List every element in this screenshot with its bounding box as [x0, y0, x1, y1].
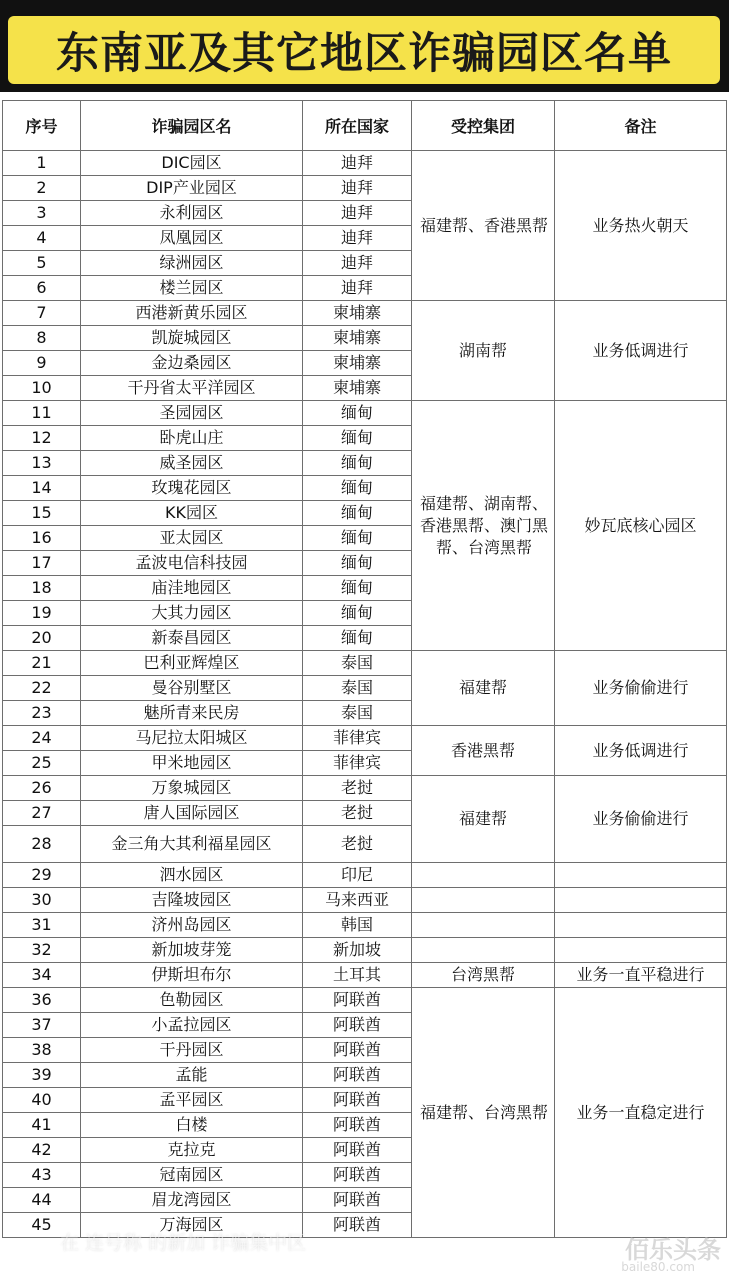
- table-row: [3, 913, 727, 938]
- header-group: 受控集团: [412, 101, 555, 151]
- row-index: 23: [3, 701, 81, 726]
- controlling-group: 香港黑帮: [412, 726, 555, 776]
- park-name: 眉龙湾园区: [81, 1188, 303, 1213]
- row-index: 18: [3, 576, 81, 601]
- country: 泰国: [303, 676, 412, 701]
- park-name: 西港新黄乐园区: [81, 301, 303, 326]
- row-index: 41: [3, 1113, 81, 1138]
- controlling-group: [412, 863, 555, 888]
- row-index: 28: [3, 826, 81, 863]
- scam-park-table: [2, 100, 727, 1238]
- park-name: 巴利亚辉煌区: [81, 651, 303, 676]
- overlay-caption: 在 连号称 的新加 诈骗集中区: [60, 1232, 307, 1254]
- row-index: 34: [3, 963, 81, 988]
- country: 缅甸: [303, 501, 412, 526]
- park-name: 绿洲园区: [81, 251, 303, 276]
- table-row: [3, 963, 727, 988]
- country: 阿联酋: [303, 1038, 412, 1063]
- country: 印尼: [303, 863, 412, 888]
- park-name: 干丹园区: [81, 1038, 303, 1063]
- controlling-group: 福建帮、香港黑帮: [412, 151, 555, 301]
- row-index: 8: [3, 326, 81, 351]
- park-name: 马尼拉太阳城区: [81, 726, 303, 751]
- header-index: 序号: [3, 101, 81, 151]
- row-index: 11: [3, 401, 81, 426]
- park-name: 冠南园区: [81, 1163, 303, 1188]
- country: 柬埔寨: [303, 351, 412, 376]
- table-row: [3, 651, 727, 676]
- country: 缅甸: [303, 576, 412, 601]
- country: 泰国: [303, 701, 412, 726]
- row-index: 27: [3, 801, 81, 826]
- remark: 业务低调进行: [555, 301, 727, 401]
- header-park-name: 诈骗园区名: [81, 101, 303, 151]
- country: 缅甸: [303, 526, 412, 551]
- country: 迪拜: [303, 176, 412, 201]
- page-title: 东南亚及其它地区诈骗园区名单: [56, 28, 672, 79]
- remark: [555, 888, 727, 913]
- country: 老挝: [303, 826, 412, 863]
- row-index: 38: [3, 1038, 81, 1063]
- row-index: 1: [3, 151, 81, 176]
- row-index: 39: [3, 1063, 81, 1088]
- row-index: 21: [3, 651, 81, 676]
- park-name: 大其力园区: [81, 601, 303, 626]
- header-country: 所在国家: [303, 101, 412, 151]
- country: 阿联酋: [303, 1213, 412, 1238]
- controlling-group: 湖南帮: [412, 301, 555, 401]
- table-row: [3, 938, 727, 963]
- row-index: 12: [3, 426, 81, 451]
- park-name: 新泰昌园区: [81, 626, 303, 651]
- row-index: 26: [3, 776, 81, 801]
- country: 迪拜: [303, 276, 412, 301]
- controlling-group: 福建帮: [412, 651, 555, 726]
- row-index: 16: [3, 526, 81, 551]
- country: 阿联酋: [303, 1013, 412, 1038]
- row-index: 29: [3, 863, 81, 888]
- row-index: 24: [3, 726, 81, 751]
- park-name: 克拉克: [81, 1138, 303, 1163]
- controlling-group: [412, 888, 555, 913]
- table-row: [3, 863, 727, 888]
- country: 土耳其: [303, 963, 412, 988]
- country: 韩国: [303, 913, 412, 938]
- row-index: 17: [3, 551, 81, 576]
- country: 缅甸: [303, 626, 412, 651]
- park-name: 金三角大其利福星园区: [81, 826, 303, 863]
- row-index: 20: [3, 626, 81, 651]
- table-header-row: [3, 101, 727, 151]
- country: 阿联酋: [303, 1138, 412, 1163]
- country: 阿联酋: [303, 1188, 412, 1213]
- park-name: 泗水园区: [81, 863, 303, 888]
- park-name: 威圣园区: [81, 451, 303, 476]
- row-index: 10: [3, 376, 81, 401]
- country: 阿联酋: [303, 1163, 412, 1188]
- remark: 业务一直稳定进行: [555, 988, 727, 1238]
- remark: 妙瓦底核心园区: [555, 401, 727, 651]
- park-name: 庙洼地园区: [81, 576, 303, 601]
- park-name: 卧虎山庄: [81, 426, 303, 451]
- park-name: 亚太园区: [81, 526, 303, 551]
- table-body: [3, 151, 727, 1238]
- park-name: 万象城园区: [81, 776, 303, 801]
- country: 缅甸: [303, 426, 412, 451]
- row-index: 14: [3, 476, 81, 501]
- remark: 业务低调进行: [555, 726, 727, 776]
- remark: 业务一直平稳进行: [555, 963, 727, 988]
- controlling-group: 福建帮、台湾黑帮: [412, 988, 555, 1238]
- country: 迪拜: [303, 201, 412, 226]
- row-index: 32: [3, 938, 81, 963]
- watermark-url: baile80.com: [621, 1260, 695, 1274]
- park-name: 唐人国际园区: [81, 801, 303, 826]
- park-name: 魅所青来民房: [81, 701, 303, 726]
- park-name: 凯旋城园区: [81, 326, 303, 351]
- country: 泰国: [303, 651, 412, 676]
- title-banner-inner: [8, 16, 720, 84]
- table-row: [3, 988, 727, 1013]
- row-index: 5: [3, 251, 81, 276]
- park-name: 永利园区: [81, 201, 303, 226]
- watermark-logo: 佰乐头条: [625, 1236, 721, 1264]
- row-index: 25: [3, 751, 81, 776]
- row-index: 42: [3, 1138, 81, 1163]
- park-name: 色勒园区: [81, 988, 303, 1013]
- country: 迪拜: [303, 226, 412, 251]
- row-index: 40: [3, 1088, 81, 1113]
- remark: [555, 938, 727, 963]
- park-name: 孟波电信科技园: [81, 551, 303, 576]
- park-name: 干丹省太平洋园区: [81, 376, 303, 401]
- park-name: DIC园区: [81, 151, 303, 176]
- country: 菲律宾: [303, 751, 412, 776]
- park-name: 圣园园区: [81, 401, 303, 426]
- country: 缅甸: [303, 401, 412, 426]
- park-name: 济州岛园区: [81, 913, 303, 938]
- park-name: 伊斯坦布尔: [81, 963, 303, 988]
- park-name: 孟能: [81, 1063, 303, 1088]
- title-banner: [0, 0, 729, 92]
- country: 老挝: [303, 776, 412, 801]
- country: 阿联酋: [303, 1088, 412, 1113]
- remark: 业务热火朝天: [555, 151, 727, 301]
- country: 马来西亚: [303, 888, 412, 913]
- row-index: 22: [3, 676, 81, 701]
- row-index: 4: [3, 226, 81, 251]
- country: 缅甸: [303, 476, 412, 501]
- controlling-group: 福建帮: [412, 776, 555, 863]
- park-name: 甲米地园区: [81, 751, 303, 776]
- row-index: 6: [3, 276, 81, 301]
- row-index: 45: [3, 1213, 81, 1238]
- row-index: 37: [3, 1013, 81, 1038]
- controlling-group: [412, 938, 555, 963]
- park-name: DIP产业园区: [81, 176, 303, 201]
- controlling-group: [412, 913, 555, 938]
- country: 柬埔寨: [303, 326, 412, 351]
- row-index: 19: [3, 601, 81, 626]
- row-index: 31: [3, 913, 81, 938]
- country: 迪拜: [303, 151, 412, 176]
- row-index: 43: [3, 1163, 81, 1188]
- header-note: 备注: [555, 101, 727, 151]
- row-index: 13: [3, 451, 81, 476]
- park-name: 白楼: [81, 1113, 303, 1138]
- row-index: 9: [3, 351, 81, 376]
- table-row: [3, 301, 727, 326]
- country: 阿联酋: [303, 1113, 412, 1138]
- row-index: 30: [3, 888, 81, 913]
- country: 菲律宾: [303, 726, 412, 751]
- table-row: [3, 888, 727, 913]
- country: 柬埔寨: [303, 301, 412, 326]
- remark: 业务偷偷进行: [555, 651, 727, 726]
- row-index: 2: [3, 176, 81, 201]
- park-name: 凤凰园区: [81, 226, 303, 251]
- table-row: [3, 726, 727, 751]
- park-name: KK园区: [81, 501, 303, 526]
- table-row: [3, 776, 727, 801]
- park-name: 金边桑园区: [81, 351, 303, 376]
- country: 缅甸: [303, 451, 412, 476]
- row-index: 15: [3, 501, 81, 526]
- park-name: 玫瑰花园区: [81, 476, 303, 501]
- park-name: 曼谷别墅区: [81, 676, 303, 701]
- park-name: 楼兰园区: [81, 276, 303, 301]
- country: 柬埔寨: [303, 376, 412, 401]
- controlling-group: 福建帮、湖南帮、香港黑帮、澳门黑帮、台湾黑帮: [412, 401, 555, 651]
- table-row: [3, 151, 727, 176]
- country: 缅甸: [303, 601, 412, 626]
- park-name: 吉隆坡园区: [81, 888, 303, 913]
- row-index: 36: [3, 988, 81, 1013]
- park-name: 孟平园区: [81, 1088, 303, 1113]
- park-name: 万海园区: [81, 1213, 303, 1238]
- remark: [555, 913, 727, 938]
- row-index: 44: [3, 1188, 81, 1213]
- park-name: 新加坡芽笼: [81, 938, 303, 963]
- country: 新加坡: [303, 938, 412, 963]
- table-row: [3, 401, 727, 426]
- country: 迪拜: [303, 251, 412, 276]
- row-index: 7: [3, 301, 81, 326]
- park-name: 小孟拉园区: [81, 1013, 303, 1038]
- country: 缅甸: [303, 551, 412, 576]
- row-index: 3: [3, 201, 81, 226]
- remark: [555, 863, 727, 888]
- country: 阿联酋: [303, 988, 412, 1013]
- remark: 业务偷偷进行: [555, 776, 727, 863]
- country: 阿联酋: [303, 1063, 412, 1088]
- controlling-group: 台湾黑帮: [412, 963, 555, 988]
- country: 老挝: [303, 801, 412, 826]
